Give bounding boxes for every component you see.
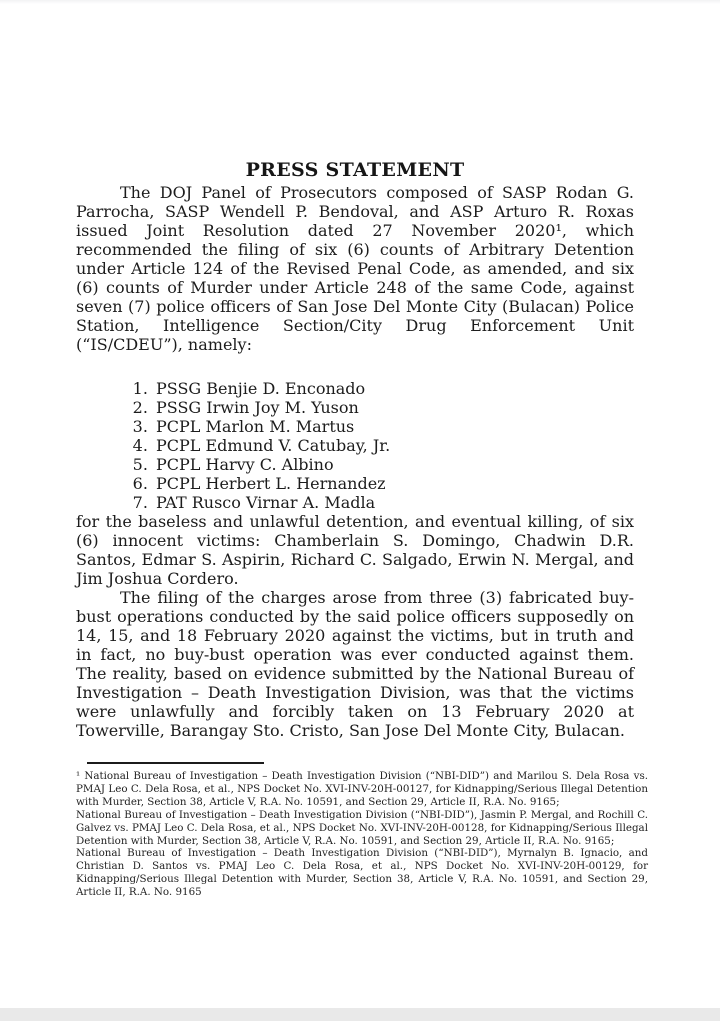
officer-list-item: 3. PCPL Marlon M. Martus <box>153 417 634 436</box>
officer-list-item: 1. PSSG Benjie D. Enconado <box>153 379 634 398</box>
press-statement-title: PRESS STATEMENT <box>245 159 465 181</box>
officer-list-item: 7. PAT Rusco Virnar A. Madla <box>153 493 634 512</box>
officer-list-item: 5. PCPL Harvy C. Albino <box>153 455 634 474</box>
document-content <box>76 0 648 899</box>
officers-list <box>76 379 634 512</box>
scan-bottom-edge <box>0 1008 720 1021</box>
footnote-2: National Bureau of Investigation – Death Investigation Division (“NBI-DID”), Jasmin P. Mergal, and Rochill C. Galvez vs. PMAJ Leo C. Dela Rosa, et al., NPS Docket No. XVI-INV-20H-00128, for Kidnapping/Serious Illegal Detention with Murder, Section 38, Article V, R.A. No. 10591, and Section 29, Article II, R.A. No. 9165; <box>76 808 648 847</box>
intro-paragraph: The DOJ Panel of Prosecutors composed of SASP Rodan G. Parrocha, SASP Wendell P. Bendoval, and ASP Arturo R. Roxas issued Joint Resolution dated 27 November 2020¹, which recommended the filing of six (6) counts of Arbitrary Detention under Article 124 of the Revised Penal Code, as amended, and six (6) counts of Murder under Article 248 of the same Code, against seven (7) police officers of San Jose Del Monte City (Bulacan) Police Station, Intelligence Section/City Drug Enforcement Unit (“IS/CDEU”), namely: <box>76 183 634 354</box>
officer-list-item: 6. PCPL Herbert L. Hernandez <box>153 474 634 493</box>
footnote-3: National Bureau of Investigation – Death Investigation Division (“NBI-DID”), Myrnalyn B. Ignacio, and Christian D. Santos vs. PMAJ Leo C. Dela Rosa, et al., NPS Docket No. XVI-INV-20H-00129, for Kidnapping/Serious Illegal Detention with Murder, Section 38, Article V, R.A. No. 10591, and Section 29, Article II, R.A. No. 9165 <box>76 847 648 899</box>
officer-list-item: 2. PSSG Irwin Joy M. Yuson <box>153 398 634 417</box>
footnote-1: ¹ National Bureau of Investigation – Death Investigation Division (“NBI-DID”) and Marilou S. Dela Rosa vs. PMAJ Leo C. Dela Rosa, et al., NPS Docket No. XVI-INV-20H-00127, for Kidnapping/Serious Illegal Detention with Murder, Section 38, Article V, R.A. No. 10591, and Section 29, Article II, R.A. No. 9165; <box>76 770 648 808</box>
charges-paragraph: The filing of the charges arose from three (3) fabricated buy-bust operations conducted by the said police officers supposedly on 14, 15, and 18 February 2020 against the victims, but in truth and in fact, no buy-bust operation was ever conducted against them. The reality, based on evidence submitted by the National Bureau of Investigation – Death Investigation Division, was that the victims were unlawfully and forcibly taken on 13 February 2020 at Towerville, Barangay Sto. Cristo, San Jose Del Monte City, Bulacan. <box>76 588 634 740</box>
officer-list-item: 4. PCPL Edmund V. Catubay, Jr. <box>153 436 634 455</box>
continuation-paragraph: for the baseless and unlawful detention, and eventual killing, of six (6) innocent victims: Chamberlain S. Domingo, Chadwin D.R. Santos, Edmar S. Aspirin, Richard C. Salgado, Erwin N. Mergal, and Jim Joshua Cordero. <box>76 512 634 588</box>
footnote-separator <box>87 762 264 764</box>
footnotes-section <box>76 770 648 899</box>
